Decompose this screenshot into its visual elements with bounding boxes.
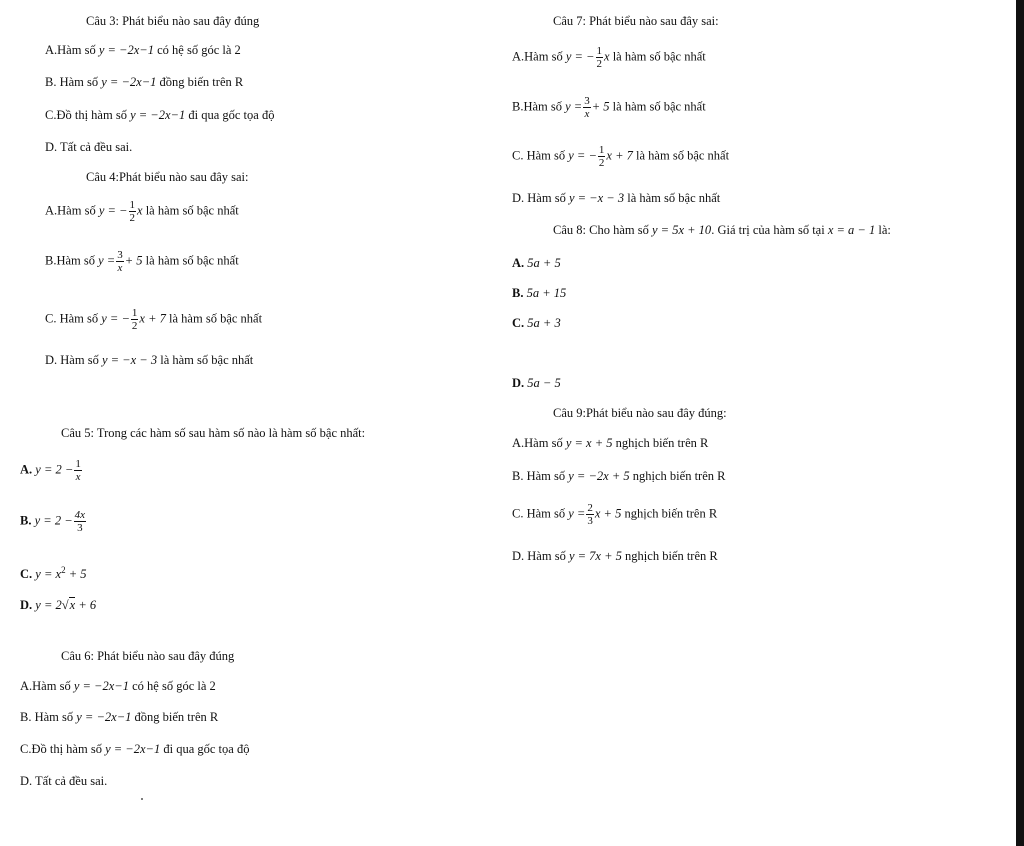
q7-b-suffix: là hàm số bậc nhất <box>612 99 706 114</box>
q3-b-equation: y = −2x−1 <box>101 75 157 89</box>
q8-title <box>553 222 891 238</box>
q7-option-a <box>512 45 706 70</box>
q7-option-b <box>512 95 706 120</box>
q3-c-suffix: đi qua gốc tọa độ <box>188 108 275 122</box>
q9-c-fraction <box>586 502 594 527</box>
q5-title: Câu 5: Trong các hàm số sau hàm số nào là hàm số bậc nhất: <box>61 426 366 440</box>
q9-c-numerator: 2 <box>587 502 593 514</box>
q5-option-a <box>20 458 83 483</box>
q9-d-prefix: D. Hàm số <box>512 549 566 563</box>
q7-b-numerator: 3 <box>584 95 590 107</box>
q5-a-fraction <box>74 458 82 483</box>
q7-b-prefix: B.Hàm số <box>512 99 562 114</box>
q4-b-suffix: là hàm số bậc nhất <box>145 253 239 268</box>
q3-c-prefix: C.Đồ thị hàm số <box>45 108 127 122</box>
q8-b-value: 5a + 15 <box>526 286 567 300</box>
q8-title-prefix: Câu 8: Cho hàm số <box>553 223 649 237</box>
q4-a-fraction <box>129 199 137 224</box>
q3-a-suffix: có hệ số góc là 2 <box>157 43 241 57</box>
q9-c-tail: x + 5 <box>594 506 622 521</box>
q6-c-prefix: C.Đồ thị hàm số <box>20 742 102 756</box>
q4-c-lhs: y = − <box>101 311 130 326</box>
q6-title: Câu 6: Phát biểu nào sau đây đúng <box>61 649 235 663</box>
q7-c-fraction <box>598 144 606 169</box>
q9-c-lhs: y = <box>568 506 586 521</box>
q7-a-suffix: là hàm số bậc nhất <box>612 49 706 64</box>
q3-title: Câu 3: Phát biểu nào sau đây đúng <box>86 14 260 28</box>
q7-d-suffix: là hàm số bậc nhất <box>627 191 721 205</box>
q9-d-suffix: nghịch biến trên R <box>625 549 718 563</box>
q8-d-value: 5a − 5 <box>527 376 561 390</box>
q4-a-lhs: y = − <box>98 203 128 218</box>
right-edge-bar <box>1016 0 1024 846</box>
q4-b-fraction <box>116 249 124 274</box>
q9-option-d <box>512 548 718 564</box>
q5-d-radicand: x <box>69 598 76 612</box>
q9-b-suffix: nghịch biến trên R <box>632 469 726 483</box>
q7-a-lhs: y = − <box>565 49 595 64</box>
q8-option-b <box>512 285 566 301</box>
q3-a-prefix: A.Hàm số <box>45 43 96 57</box>
q4-d-equation: y = −x − 3 <box>101 353 158 367</box>
q7-a-variable: x <box>604 49 610 64</box>
q4-a-prefix: A.Hàm số <box>45 203 96 218</box>
q3-option-c <box>45 107 274 123</box>
q9-b-equation: y = −2x + 5 <box>568 469 630 483</box>
q4-option-c <box>45 307 262 332</box>
q8-c-value: 5a + 3 <box>527 316 561 330</box>
q9-option-c <box>512 502 717 527</box>
q6-option-c <box>20 741 249 757</box>
q4-c-suffix: là hàm số bậc nhất <box>169 311 263 326</box>
q9-d-equation: y = 7x + 5 <box>568 549 622 563</box>
q5-d-label: D. <box>20 598 33 612</box>
q7-c-prefix: C. Hàm số <box>512 148 566 163</box>
q4-a-numerator: 1 <box>129 199 135 211</box>
q4-option-d <box>45 352 253 368</box>
sqrt-icon: √ <box>61 598 69 612</box>
q4-a-variable: x <box>137 203 143 218</box>
q4-c-numerator: 1 <box>131 307 138 319</box>
q4-d-suffix: là hàm số bậc nhất <box>160 353 254 367</box>
q7-a-numerator: 1 <box>596 45 602 57</box>
q7-c-denominator: 2 <box>598 157 605 169</box>
q6-option-d: D. Tất cả đều sai. <box>20 774 108 788</box>
q4-c-tail: x + 7 <box>139 311 166 326</box>
q7-c-suffix: là hàm số bậc nhất <box>636 148 730 163</box>
q6-c-suffix: đi qua gốc tọa độ <box>163 742 250 756</box>
q4-b-tail: + 5 <box>124 253 143 268</box>
q5-option-b <box>20 509 87 534</box>
q5-c-label: C. <box>20 567 33 582</box>
q8-title-equation: y = 5x + 10 <box>651 223 712 237</box>
q7-c-numerator: 1 <box>598 144 605 156</box>
q6-option-a <box>20 678 216 694</box>
q4-option-a <box>45 199 239 224</box>
q4-b-lhs: y = <box>98 253 116 268</box>
stray-dot <box>141 798 143 800</box>
q4-c-denominator: 2 <box>131 320 138 332</box>
q5-b-lhs: y = 2 − <box>34 513 73 528</box>
q4-c-fraction <box>131 307 139 332</box>
q6-a-equation: y = −2x−1 <box>73 679 129 693</box>
q5-c-tail: + 5 <box>68 567 87 582</box>
q7-option-d <box>512 190 720 206</box>
q5-a-label: A. <box>20 462 33 477</box>
q6-a-suffix: có hệ số góc là 2 <box>132 679 216 693</box>
q4-title: Câu 4:Phát biểu nào sau đây sai: <box>86 170 249 184</box>
q3-b-prefix: B. Hàm số <box>45 75 99 89</box>
q7-d-equation: y = −x − 3 <box>568 191 625 205</box>
q8-title-middle: . Giá trị của hàm số tại <box>711 223 825 237</box>
q5-b-denominator: 3 <box>77 522 83 534</box>
q4-b-prefix: B.Hàm số <box>45 253 95 268</box>
q4-a-denominator: 2 <box>129 212 135 224</box>
q5-b-label: B. <box>20 513 32 528</box>
q7-d-prefix: D. Hàm số <box>512 191 566 205</box>
q3-option-a <box>45 42 241 58</box>
q8-title-suffix: là: <box>878 223 891 237</box>
q7-a-fraction <box>596 45 604 70</box>
q4-b-denominator: x <box>117 262 123 274</box>
q7-title: Câu 7: Phát biểu nào sau đây sai: <box>553 14 719 28</box>
q5-a-numerator: 1 <box>75 458 81 470</box>
q5-c-lhs: y = x <box>35 567 62 582</box>
q8-d-label: D. <box>512 376 525 390</box>
q9-b-prefix: B. Hàm số <box>512 469 566 483</box>
q8-title-condition: x = a − 1 <box>827 223 876 237</box>
q5-a-denominator: x <box>75 471 81 483</box>
q7-c-tail: x + 7 <box>606 148 633 163</box>
q8-option-a <box>512 255 561 271</box>
q4-option-b <box>45 249 239 274</box>
q6-b-suffix: đồng biến trên R <box>134 710 219 724</box>
q5-b-numerator: 4x <box>74 509 86 521</box>
q7-c-lhs: y = − <box>568 148 597 163</box>
q8-option-d <box>512 375 561 391</box>
q7-b-lhs: y = <box>565 99 583 114</box>
q7-a-prefix: A.Hàm số <box>512 49 563 64</box>
q9-title: Câu 9:Phát biểu nào sau đây đúng: <box>553 406 727 420</box>
q4-a-suffix: là hàm số bậc nhất <box>145 203 239 218</box>
q5-a-lhs: y = 2 − <box>35 462 74 477</box>
q9-option-a <box>512 435 708 451</box>
q9-c-suffix: nghịch biến trên R <box>624 506 718 521</box>
q8-b-label: B. <box>512 286 524 300</box>
q7-b-denominator: x <box>584 108 590 120</box>
q8-a-value: 5a + 5 <box>527 256 561 270</box>
q5-d-tail: + 6 <box>78 598 97 612</box>
q5-option-c <box>20 562 87 582</box>
q6-b-prefix: B. Hàm số <box>20 710 74 724</box>
q4-c-prefix: C. Hàm số <box>45 311 99 326</box>
q9-c-prefix: C. Hàm số <box>512 506 566 521</box>
q9-c-denominator: 3 <box>587 515 593 527</box>
q6-option-b <box>20 709 218 725</box>
q5-option-d <box>20 597 96 613</box>
q4-b-numerator: 3 <box>117 249 123 261</box>
q9-a-prefix: A.Hàm số <box>512 436 563 450</box>
q3-c-equation: y = −2x−1 <box>130 108 186 122</box>
q4-d-prefix: D. Hàm số <box>45 353 99 367</box>
q3-a-equation: y = −2x−1 <box>98 43 154 57</box>
q7-b-fraction <box>583 95 591 120</box>
q3-option-d: D. Tất cả đều sai. <box>45 140 133 154</box>
q9-a-suffix: nghịch biến trên R <box>615 436 709 450</box>
q7-b-tail: + 5 <box>591 99 610 114</box>
q8-a-label: A. <box>512 256 525 270</box>
q6-a-prefix: A.Hàm số <box>20 679 71 693</box>
q5-d-lhs: y = 2 <box>35 598 62 612</box>
q3-b-suffix: đồng biến trên R <box>159 75 244 89</box>
q5-c-exponent: 2 <box>61 565 66 575</box>
q9-a-equation: y = x + 5 <box>565 436 613 450</box>
q9-option-b <box>512 468 725 484</box>
q5-b-fraction <box>74 509 86 534</box>
q6-c-equation: y = −2x−1 <box>105 742 161 756</box>
q8-option-c <box>512 315 561 331</box>
q3-option-b <box>45 74 243 90</box>
q8-c-label: C. <box>512 316 525 330</box>
q6-b-equation: y = −2x−1 <box>76 710 132 724</box>
q7-a-denominator: 2 <box>596 58 602 70</box>
q7-option-c <box>512 144 729 169</box>
